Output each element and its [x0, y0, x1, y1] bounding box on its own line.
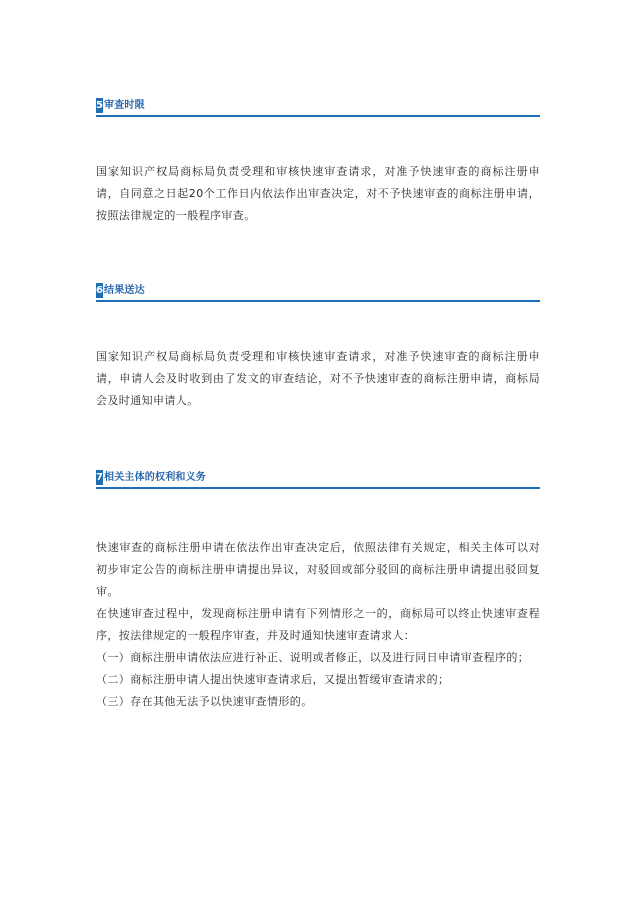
section-review-time-limit: [96, 97, 540, 227]
section-number: 7: [96, 472, 103, 483]
list-item: （一）商标注册申请依法应进行补正、说明或者修正，以及进行同日申请审查程序的；: [96, 651, 530, 664]
section-number: 5: [96, 100, 103, 111]
section-heading: [96, 97, 540, 117]
section-body-1: 快速审查的商标注册申请在依法作出审查决定后，依照法律有关规定，相关主体可以对初步审定公告的商标注册申请提出异议，对驳回或部分驳回的商标注册申请提出驳回复审。: [96, 541, 540, 598]
section-title: 结果送达: [104, 285, 145, 296]
list-item: （三）存在其他无法予以快速审查情形的。: [96, 695, 313, 708]
section-body: 国家知识产权局商标局负责受理和审核快速审查请求，对准予快速审查的商标注册申请，申请人会及时收到由了发文的审查结论，对不予快速审查的商标注册申请，商标局会及时通知申请人。: [96, 350, 540, 407]
section-heading: [96, 282, 540, 302]
section-number: 6: [96, 285, 103, 296]
section-title: 相关主体的权利和义务: [104, 472, 206, 483]
section-heading: [96, 469, 540, 489]
section-result-delivery: [96, 282, 540, 412]
list-item: （二）商标注册申请人提出快速审查请求后，又提出暂缓审查请求的；: [96, 673, 450, 686]
section-title: 审查时限: [104, 100, 145, 111]
section-body: 国家知识产权局商标局负责受理和审核快速审查请求，对准予快速审查的商标注册申请，自同意之日起20个工作日内依法作出审查决定，对不予快速审查的商标注册申请，按照法律规定的一般程序审查。: [96, 165, 540, 222]
section-body-2: 在快速审查过程中，发现商标注册申请有下列情形之一的，商标局可以终止快速审查程序，按法律规定的一般程序审查，并及时通知快速审查请求人：: [96, 607, 540, 642]
section-rights-obligations: [96, 469, 540, 713]
